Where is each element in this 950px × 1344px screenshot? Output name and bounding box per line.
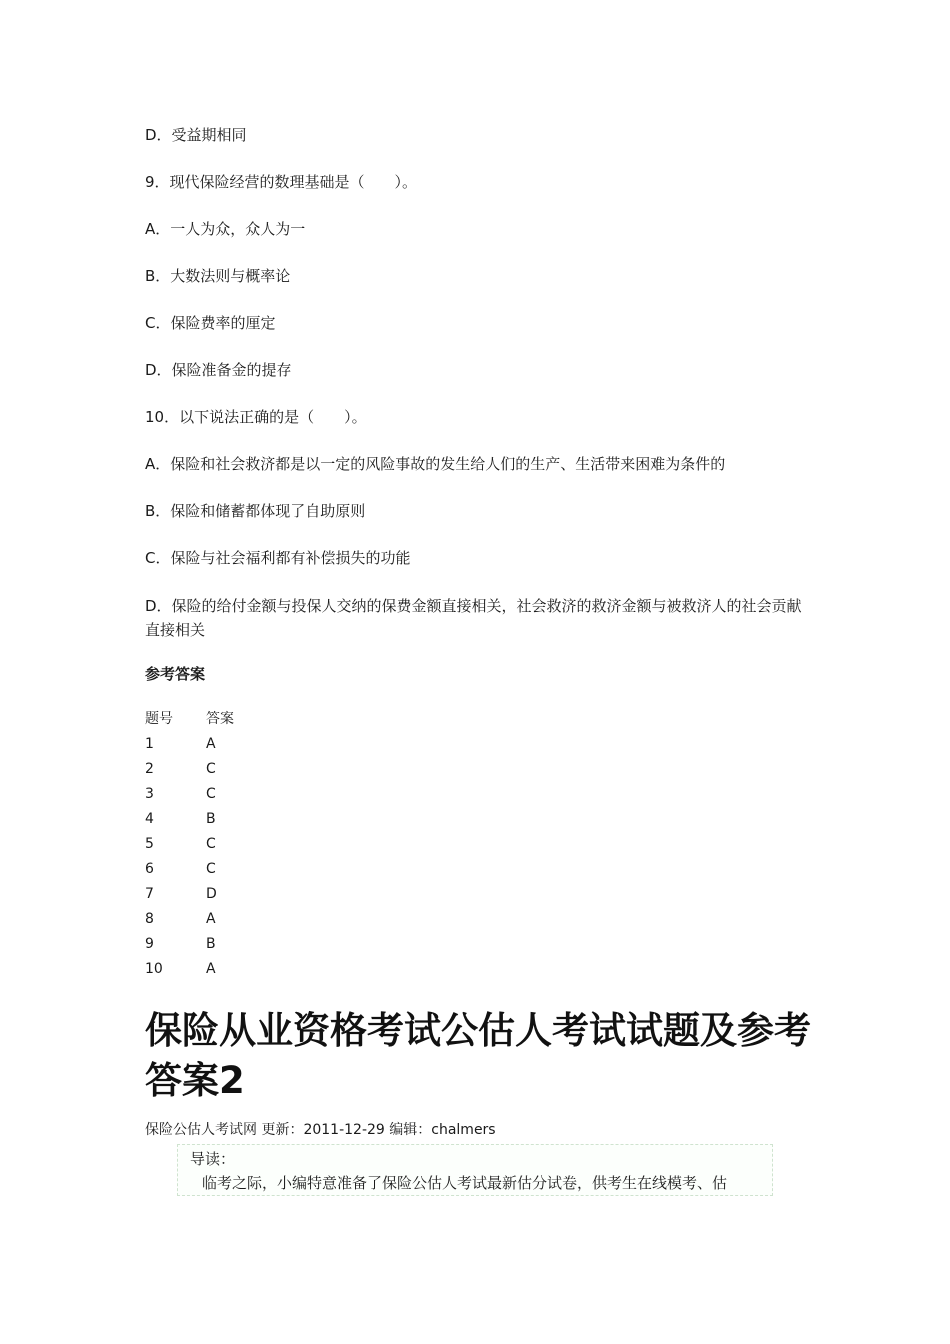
answer-table bbox=[145, 707, 266, 982]
question-number: 3 bbox=[145, 786, 154, 802]
guide-text: 临考之际，小编特意准备了保险公估人考试最新估分试卷，供考生在线模考、估 bbox=[202, 1174, 728, 1192]
table-row bbox=[145, 957, 266, 982]
table-row bbox=[145, 932, 266, 957]
option-line: B．保险和储蓄都体现了自助原则 bbox=[145, 502, 366, 520]
table-header-row bbox=[145, 707, 266, 732]
answer-value: D bbox=[206, 886, 217, 902]
option-line: D．保险准备金的提存 bbox=[145, 361, 292, 379]
option-line: D．受益期相同 bbox=[145, 126, 247, 144]
question-number: 8 bbox=[145, 911, 154, 927]
answer-value: A bbox=[206, 911, 216, 927]
question-line: 10．以下说法正确的是（ ）。 bbox=[145, 408, 367, 426]
question-number: 10 bbox=[145, 961, 163, 977]
table-row bbox=[145, 857, 266, 882]
answer-value: C bbox=[206, 761, 216, 777]
option-line: D．保险的给付金额与投保人交纳的保费金额直接相关，社会救济的救济金额与被救济人的社会贡献直接相关 bbox=[145, 597, 802, 639]
answer-value: A bbox=[206, 736, 216, 752]
question-line: 9．现代保险经营的数理基础是（ ）。 bbox=[145, 173, 418, 191]
header-question-number: 题号 bbox=[145, 711, 173, 727]
option-line: C．保险与社会福利都有补偿损失的功能 bbox=[145, 549, 411, 567]
option-line: B．大数法则与概率论 bbox=[145, 267, 291, 285]
article-title: 保险从业资格考试公估人考试试题及参考答案2 bbox=[145, 1009, 811, 1102]
table-row bbox=[145, 907, 266, 932]
guide-label: 导读： bbox=[190, 1150, 236, 1168]
document-page bbox=[145, 124, 815, 1196]
question-number: 5 bbox=[145, 836, 154, 852]
option-line: C．保险费率的厘定 bbox=[145, 314, 276, 332]
answer-value: B bbox=[206, 936, 216, 952]
table-row bbox=[145, 882, 266, 907]
table-row bbox=[145, 757, 266, 782]
question-number: 6 bbox=[145, 861, 154, 877]
question-number: 1 bbox=[145, 736, 154, 752]
header-answer: 答案 bbox=[206, 711, 234, 727]
table-row bbox=[145, 732, 266, 757]
table-row bbox=[145, 807, 266, 832]
option-line: A．保险和社会救济都是以一定的风险事故的发生给人们的生产、生活带来困难为条件的 bbox=[145, 455, 726, 473]
answer-value: A bbox=[206, 961, 216, 977]
article-meta: 保险公估人考试网 更新：2011-12-29 编辑：chalmers bbox=[145, 1122, 496, 1138]
question-number: 2 bbox=[145, 761, 154, 777]
question-number: 4 bbox=[145, 811, 154, 827]
question-number: 7 bbox=[145, 886, 154, 902]
reference-answers-title: 参考答案 bbox=[145, 665, 206, 683]
answer-value: C bbox=[206, 836, 216, 852]
question-number: 9 bbox=[145, 936, 154, 952]
table-row bbox=[145, 782, 266, 807]
option-line: A．一人为众，众人为一 bbox=[145, 220, 306, 238]
table-row bbox=[145, 832, 266, 857]
answer-value: C bbox=[206, 786, 216, 802]
answer-value: C bbox=[206, 861, 216, 877]
guide-box bbox=[177, 1144, 773, 1196]
answer-value: B bbox=[206, 811, 216, 827]
